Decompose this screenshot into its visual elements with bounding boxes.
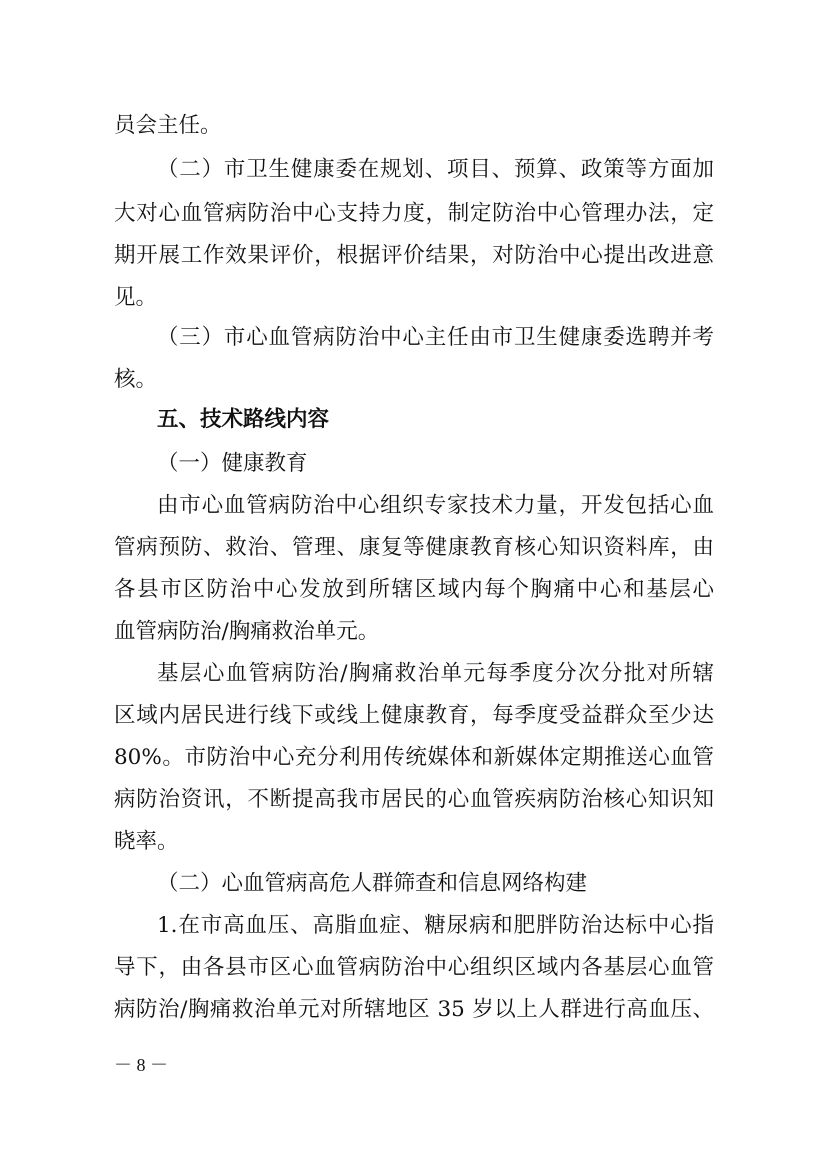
paragraph-5-line-2: 各县市区防治中心发放到所辖区域内每个胸痛中心和基层心 [114,577,714,602]
paragraph-6-line-3: 病防治资讯，不断提高我市居民的心血管疾病防治核心知识知 [114,787,714,812]
paragraph-1-line-0: （二）市卫生健康委在规划、项目、预算、政策等方面加 [157,157,714,182]
section-heading: 五、技术路线内容 [157,407,330,432]
paragraph-6-line-0: 基层心血管病防治/胸痛救治单元每季度分次分批对所辖 [157,661,714,686]
paragraph-2-line-1: 核。 [114,367,158,392]
paragraph-2-line-0: （三）市心血管病防治中心主任由市卫生健康委选聘并考 [157,325,714,350]
paragraph-1-line-2: 期开展工作效果评价，根据评价结果，对防治中心提出改进意 [114,243,714,268]
paragraph-6-line-1: 区域内居民进行线下或线上健康教育，每季度受益群众至少达 [114,703,714,728]
subsection-heading-1: （一）健康教育 [157,451,308,476]
paragraph-1-line-3: 见。 [114,285,158,310]
paragraph-1-line-1: 大对心血管病防治中心支持力度，制定防治中心管理办法，定 [114,201,714,226]
paragraph-6-line-2: 80%。市防治中心充分利用传统媒体和新媒体定期推送心血管 [114,745,714,770]
paragraph-6-line-4: 晓率。 [114,829,179,854]
paragraph-0-line-0: 员会主任。 [114,113,222,138]
subsection-heading-2: （二）心血管病高危人群筛查和信息网络构建 [157,871,588,896]
paragraph-5-line-1: 管病预防、救治、管理、康复等健康教育核心知识资料库，由 [114,535,714,560]
page-number: － 8 － [114,1055,168,1075]
paragraph-8-line-2: 病防治/胸痛救治单元对所辖地区 35 岁以上人群进行高血压、 [114,997,714,1022]
paragraph-5-line-3: 血管病防治/胸痛救治单元。 [114,619,380,644]
paragraph-5-line-0: 由市心血管病防治中心组织专家技术力量，开发包括心血 [157,493,714,518]
paragraph-8-line-1: 导下，由各县市区心血管病防治中心组织区域内各基层心血管 [114,955,714,980]
paragraph-8-line-0: 1.在市高血压、高脂血症、糖尿病和肥胖防治达标中心指 [157,913,714,938]
